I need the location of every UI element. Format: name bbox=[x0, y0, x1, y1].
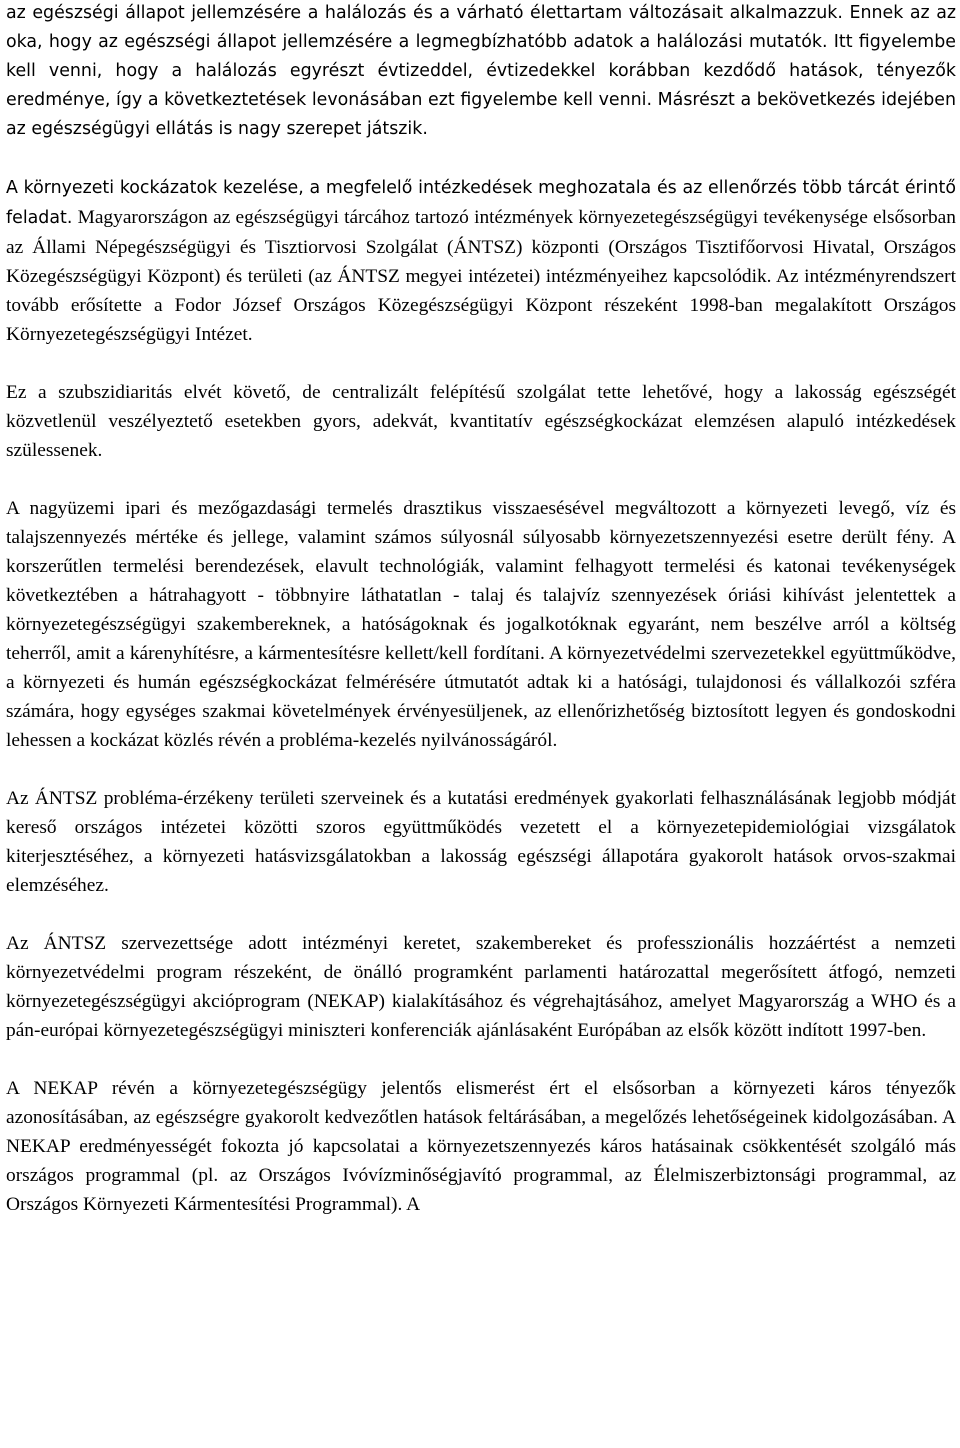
paragraph-industrial-pollution: A nagyüzemi ipari és mezőgazdasági termelés drasztikus visszaesésével megváltozott a környezeti levegő, víz és talajszennyezés mértéke és jellege, valamint számos súlyosnál súlyosabb környezetszennyezési esetre derült fény. A korszerűtlen termelési berendezések, elavult technológiák, valamint felhagyott termelési és katonai tevékenységek következtében a hátrahagyott - többnyire láthatatlan - talaj és talajvíz szennyezések óriási kihívást jelentettek a környezetegészségügyi szakembereknek, a hatóságoknak és jogalkotóknak egyaránt, nem beszélve arról a költség teherről, amit a kárenyhítésre, a kármentesítésre kellett/kell fordítani. A környezetvédelmi szervezetekkel együttműködve, a környezeti és humán egészségkockázat felmérésére útmutatót adtak ki a hatósági, tulajdonosi és vállalkozói szféra számára, hogy egységes szakmai követelmények érvényesüljenek, az ellenőrizhetőség biztosított legyen és gondoskodni lehessen a kockázat közlés révén a probléma-kezelés nyilvánosságáról. bbox=[6, 498, 956, 751]
paragraph-nekap-results: A NEKAP révén a környezetegészségügy jelentős elismerést ért el elsősorban a környezeti káros tényezők azonosításában, az egészségre gyakorolt kedvezőtlen hatások feltárásában, a megelőzés lehetőségeinek kidolgozásában. A NEKAP eredményességét fokozta jó kapcsolatai a környezetszennyezés káros hatásainak csökkentését szolgáló más országos programmal (pl. az Országos Ivóvízminőségjavító programmal, az Élelmiszerbiztonsági programmal, az Országos Környezeti Kármentesítési Programmal). A bbox=[6, 1078, 956, 1215]
paragraph-risk-management-body: Magyarországon az egészségügyi tárcához tartozó intézmények környezetegészségügyi tevékenysége elsősorban az Állami Népegészségügyi és Tisztiorvosi Szolgálat (ÁNTSZ) központi (Országos Tisztifőorvosi Hivatal, Országos Közegészségügyi Központ) és területi (az ÁNTSZ megyei intézetei) intézményeihez kapcsolódik. Az intézményrendszert tovább erősítette a Fodor József Országos Közegészségügyi Központ részeként 1998-ban megalakított Országos Környezetegészségügyi Intézet. bbox=[6, 207, 956, 345]
document-page bbox=[6, 0, 956, 1219]
paragraph-risk-management bbox=[6, 173, 956, 349]
paragraph-health-status: az egészségi állapot jellemzésére a halálozás és a várható élettartam változásait alkalmazzuk. Ennek az az oka, hogy az egészségi állapot jellemzésére a legmegbízhatóbb adatok a halálozási mutatók. Itt figyelembe kell venni, hogy a halálozás egyrészt évtizeddel, évtizedekkel korábban kezdődő hatások, tényezők eredménye, így a következtetések levonásában ezt figyelembe kell venni. Másrészt a bekövetkezés idejében az egészségügyi ellátás is nagy szerepet játszik. bbox=[6, 3, 956, 139]
paragraph-antsz-cooperation: Az ÁNTSZ probléma-érzékeny területi szerveinek és a kutatási eredmények gyakorlati felhasználásának legjobb módját kereső országos intézetei közötti szoros együttműködés vezetett el a környezetepidemiológiai vizsgálatok kiterjesztéséhez, a környezeti hatásvizsgálatokban a lakosság egészségi állapotára gyakorolt hatások orvos-szakmai elemzéséhez. bbox=[6, 788, 956, 896]
paragraph-antsz-nekap: Az ÁNTSZ szervezettsége adott intézményi keretet, szakembereket és professzionális hozzáértést a nemzeti környezetvédelmi program részeként, de önálló programként parlamenti határozattal megerősített átfogó, nemzeti környezetegészségügyi akcióprogram (NEKAP) kialakításához és végrehajtásához, amelyet Magyarország a WHO és a pán-európai környezetegészségügyi miniszteri konferenciák ajánlásaként Európában az elsők között indított 1997-ben. bbox=[6, 933, 956, 1041]
paragraph-subsidiarity: Ez a szubszidiaritás elvét követő, de centralizált felépítésű szolgálat tette lehetővé, hogy a lakosság egészségét közvetlenül veszélyeztető esetekben gyors, adekvát, kvantitatív egészségkockázat elemzésen alapuló intézkedések szülessenek. bbox=[6, 382, 956, 461]
paragraph-risk-management-lead: A környezeti kockázatok kezelése, a megfelelő intézkedések meghozatala és az ellenőrzés több tárcát érintő feladat. bbox=[6, 178, 956, 228]
